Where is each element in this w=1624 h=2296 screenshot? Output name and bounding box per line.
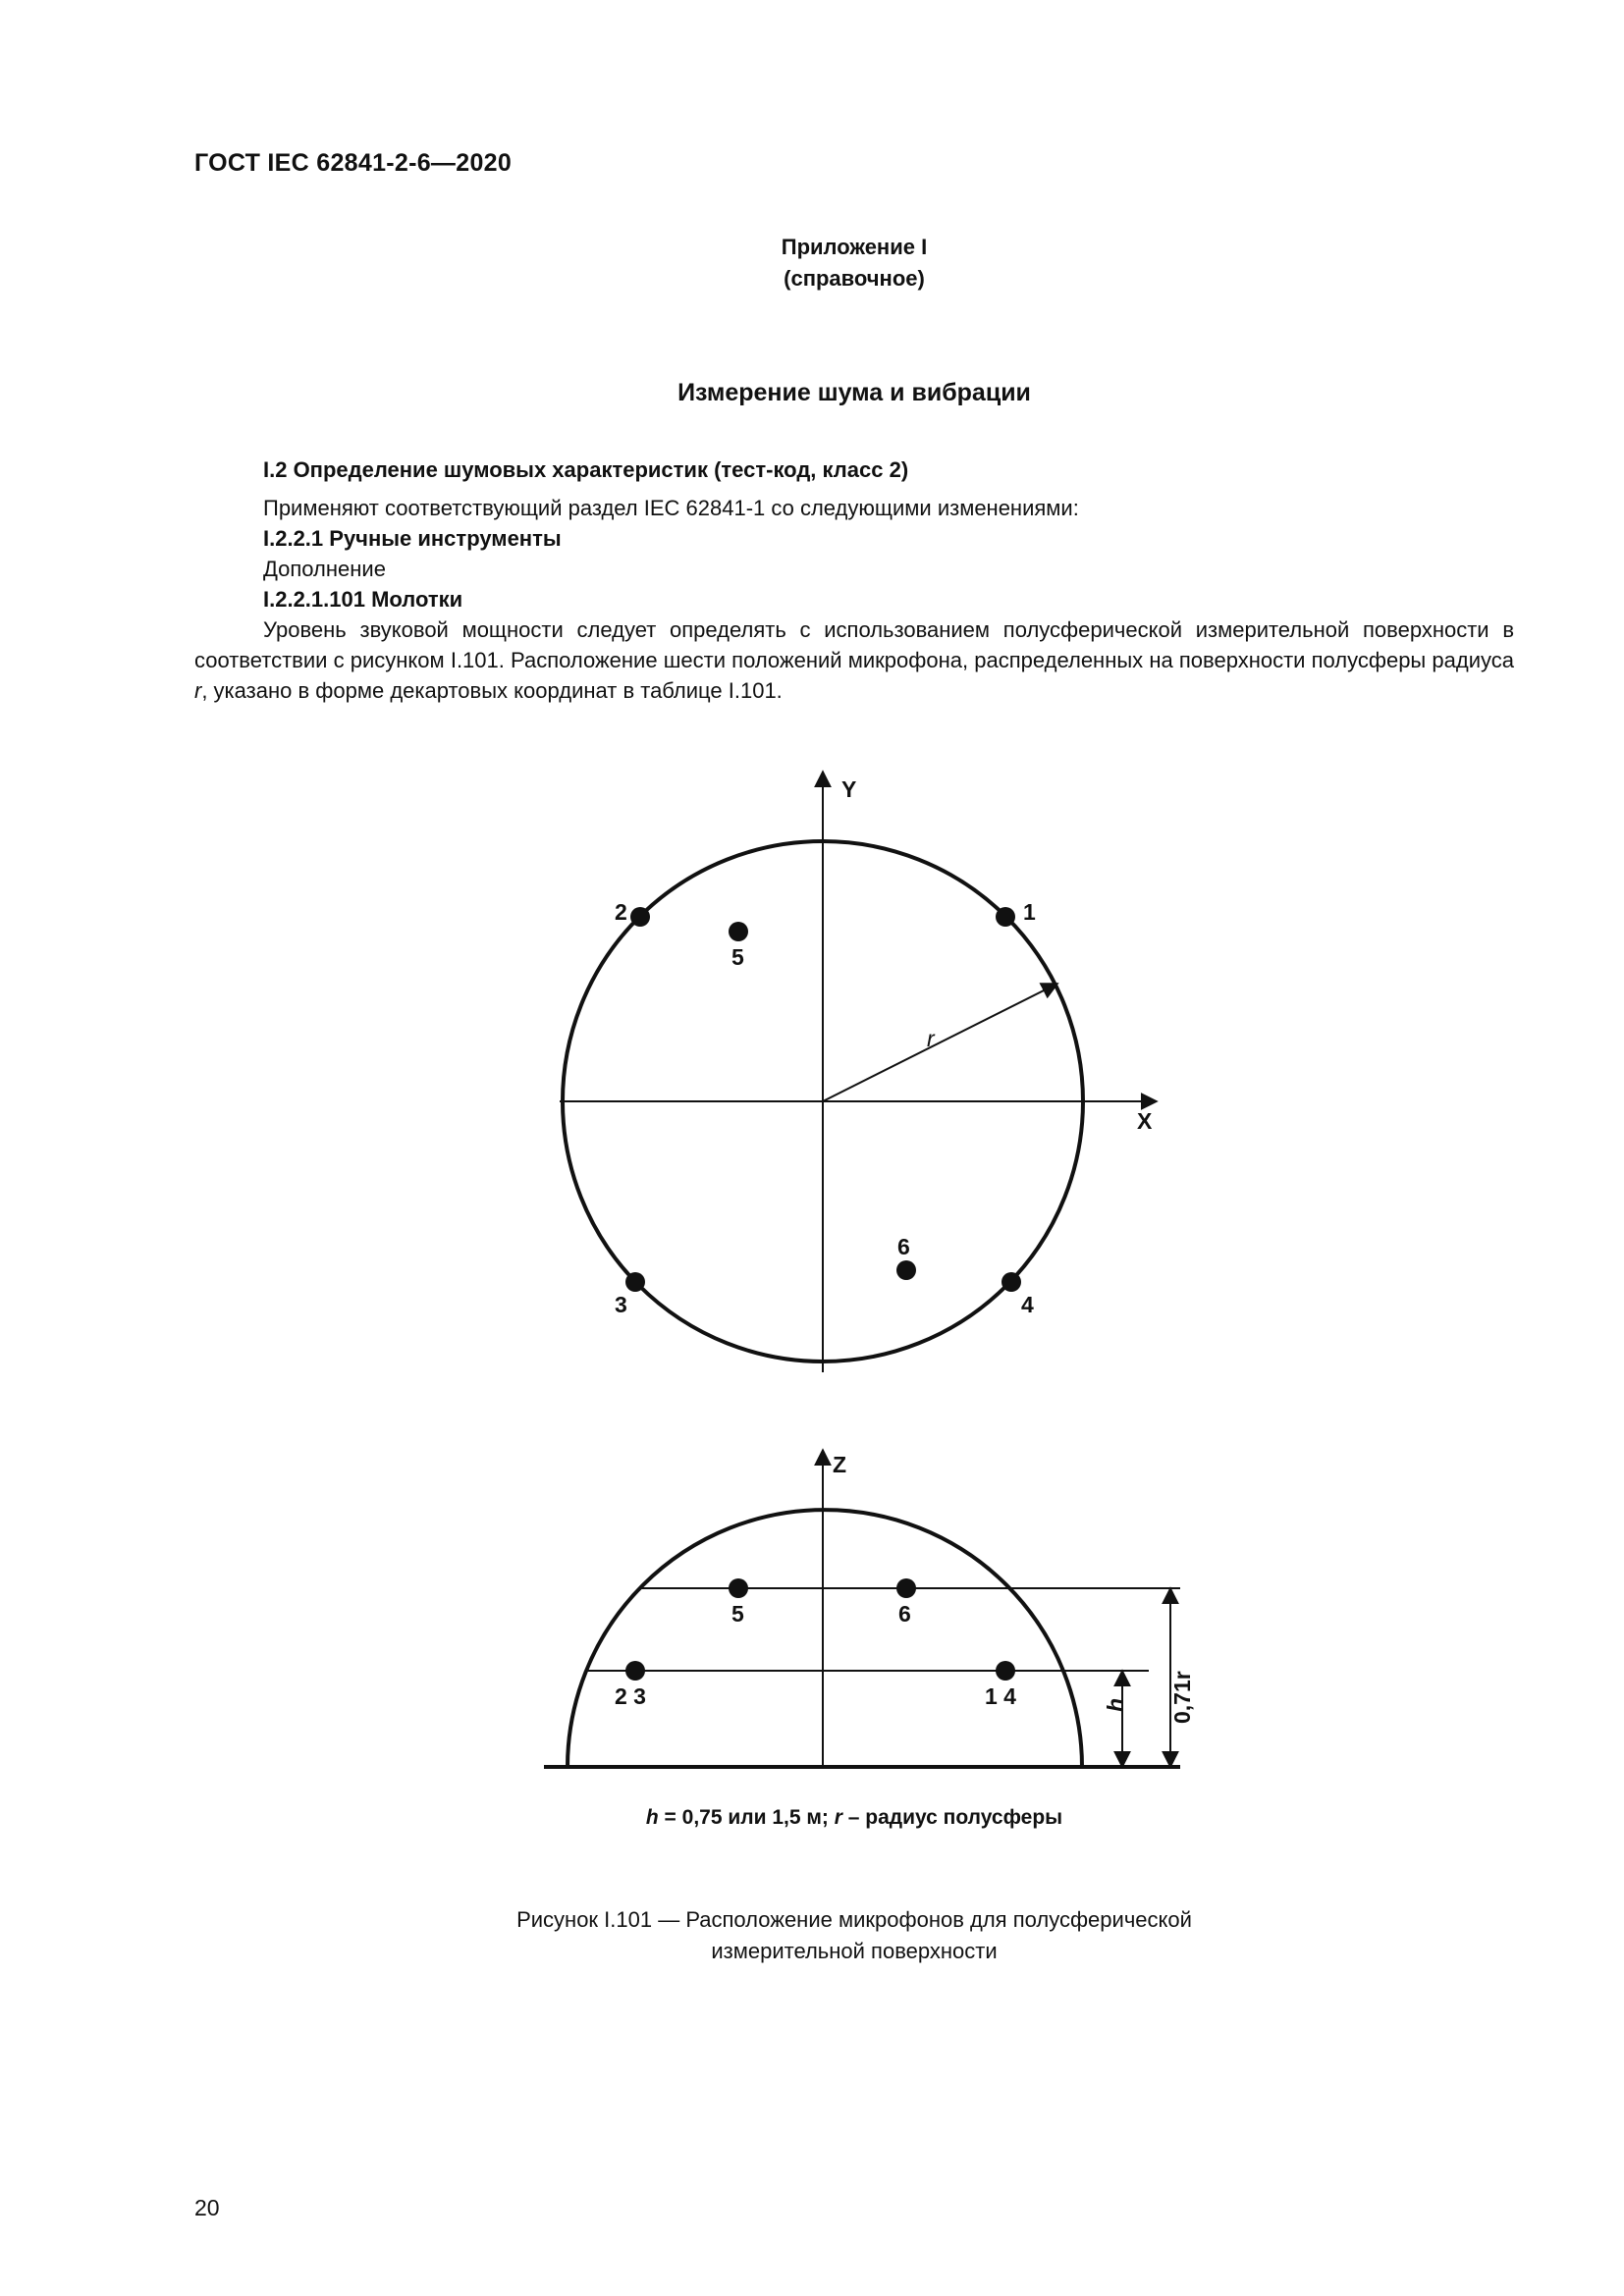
side-mic-1-4 <box>996 1661 1015 1681</box>
subclause-title-2: I.2.2.1.101 Молотки <box>263 587 463 612</box>
side-label-6: 6 <box>898 1601 911 1627</box>
dim-071r-label: 0,71r <box>1169 1671 1195 1724</box>
label-point-2: 2 <box>615 899 627 925</box>
label-point-6: 6 <box>897 1234 910 1259</box>
note-var-h: h <box>645 1806 659 1829</box>
annex-title: Приложение I <box>781 235 928 259</box>
top-view <box>560 772 1157 1372</box>
document-header: ГОСТ IEC 62841-2-6—2020 <box>194 149 513 177</box>
axis-x-label: X <box>1137 1108 1153 1134</box>
note-text-h: = 0,75 или 1,5 м; <box>658 1806 835 1829</box>
figure-caption-line-2: измерительной поверхности <box>711 1939 998 1963</box>
note-var-r: r <box>834 1806 842 1829</box>
axis-y-label: Y <box>841 776 857 802</box>
side-mic-6 <box>896 1578 916 1598</box>
axis-z-label: Z <box>833 1452 847 1477</box>
figure-caption <box>0 1904 1624 1967</box>
figure-caption-line-1: Рисунок I.101 — Расположение микрофонов для полусферической <box>516 1907 1192 1932</box>
clause-title: I.2 Определение шумовых характеристик (тест-код, класс 2) <box>263 457 909 482</box>
label-point-1: 1 <box>1023 899 1036 925</box>
mic-point-3 <box>625 1272 645 1292</box>
mic-point-2 <box>630 907 650 927</box>
paragraph-3-var-r: r <box>194 678 202 703</box>
subclause-title-1: I.2.2.1 Ручные инструменты <box>263 526 562 551</box>
annex-type: (справочное) <box>784 266 925 291</box>
section-title: Измерение шума и вибрации <box>677 379 1031 406</box>
side-label-5: 5 <box>731 1601 744 1627</box>
side-label-2-3: 2 3 <box>615 1683 646 1709</box>
side-label-1-4: 1 4 <box>985 1683 1016 1709</box>
paragraph-1: Применяют соответствующий раздел IEC 62841-1 со следующими изменениями: <box>263 496 1079 520</box>
side-mic-5 <box>729 1578 748 1598</box>
label-point-4: 4 <box>1021 1292 1034 1317</box>
figure-note <box>0 1806 1624 1830</box>
hemisphere-outline-side <box>568 1510 1082 1767</box>
radius-label: r <box>927 1026 935 1051</box>
label-point-3: 3 <box>615 1292 627 1317</box>
mic-point-1 <box>996 907 1015 927</box>
label-point-5: 5 <box>731 944 744 970</box>
mic-point-4 <box>1001 1272 1021 1292</box>
side-view <box>544 1450 1180 1767</box>
radius-arrow <box>823 984 1057 1101</box>
paragraph-2: Дополнение <box>263 557 386 581</box>
page-number: 20 <box>194 2195 220 2220</box>
paragraph-3-part-a: Уровень звуковой мощности следует определять с использованием полусферической измерительной поверхности в соответствии с рисунком I.101. Расположение шести положений микрофона, распределенных на поверхности полусферы радиуса <box>194 617 1514 672</box>
note-text-r: – радиус полусферы <box>841 1806 1063 1829</box>
dim-h-label: h <box>1103 1697 1128 1712</box>
paragraph-3-part-b: , указано в форме декартовых координат в таблице I.101. <box>201 678 783 703</box>
side-mic-2-3 <box>625 1661 645 1681</box>
mic-point-6 <box>896 1260 916 1280</box>
mic-point-5 <box>729 922 748 941</box>
